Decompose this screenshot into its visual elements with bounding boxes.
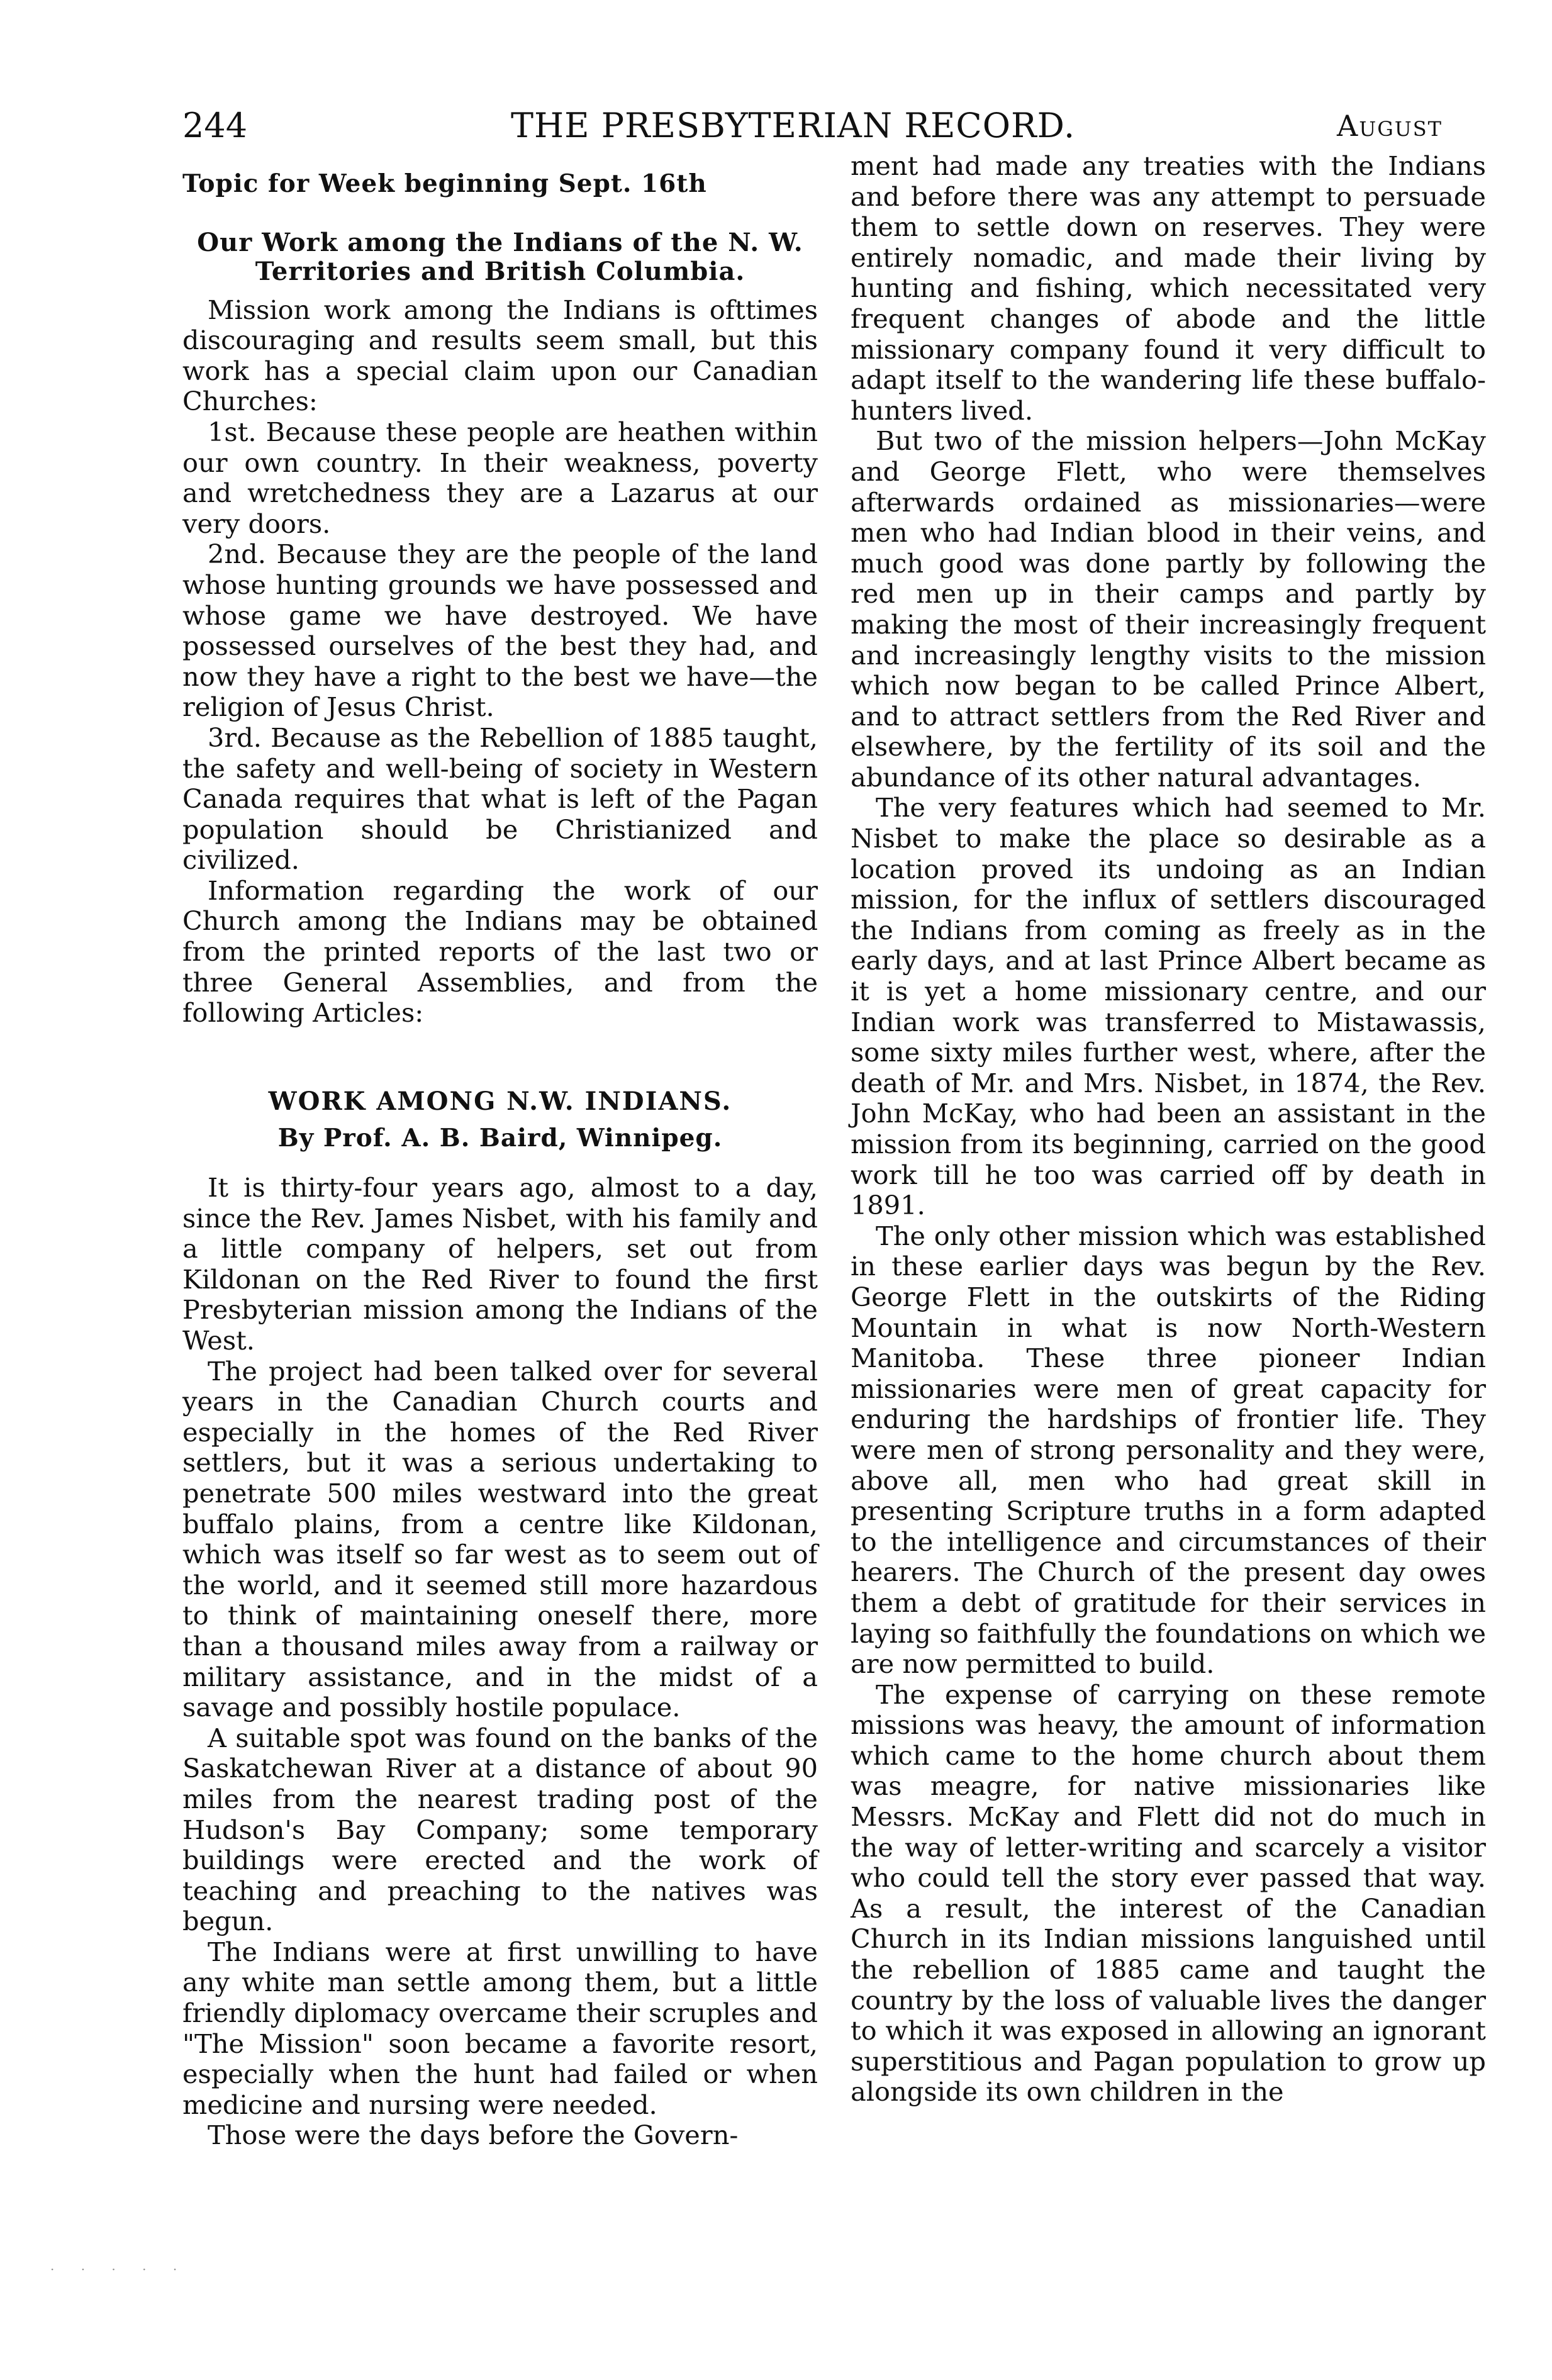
intro-paragraph: Information regarding the work of our Church among the Indians may be obtained from the printed reports of the last two or three General Assemblies, and from the following Articles: xyxy=(182,874,818,1029)
article-paragraph: A suitable spot was found on the banks of the Saskatchewan River at a distance of about 90 miles from the nearest trading post of the Hudson's Bay Company; some temporary buildings were erected and the work of teaching and preaching to the natives was begun. xyxy=(182,1722,818,1937)
right-column xyxy=(851,151,1486,2108)
journal-title: THE PRESBYTERIAN RECORD. xyxy=(511,106,1076,145)
article-paragraph: The very features which had seemed to Mr. Nisbet to make the place so desirable as a location proved its undoing as an Indian mission, for the influx of settlers discouraged the Indians from coming as freely as in the early days, and at last Prince Albert became as it is yet a home missionary centre, and our Indian work was transferred to Mistawassis, some sixty miles further west, where, after the death of Mr. and Mrs. Nisbet, in 1874, the Rev. John McKay, who had been an assistant in the mission from its beginning, carried on the good work till he too was carried off by death in 1891. xyxy=(851,792,1486,1221)
intro-paragraph: 3rd. Because as the Rebellion of 1885 taught, the safety and well-being of society in Western Canada requires that what is left of the Pagan population should be Christianized and civilized. xyxy=(182,722,818,876)
article-paragraph: The Indians were at first unwilling to have any white man settle among them, but a little friendly diplomacy overcame their scruples and "The Mission" soon became a favorite resort, especially when the hunt had failed or when medicine and nursing were needed. xyxy=(182,1936,818,2120)
article-paragraph: The project had been talked over for several years in the Canadian Church courts and especially in the homes of the Red River settlers, but it was a serious undertaking to penetrate 500 miles westward into the great buffalo plains, from a centre like Kildonan, which was itself so far west as to seem out of the world, and it seemed still more hazardous to think of maintaining oneself there, more than a thousand miles away from a railway or military assistance, and in the midst of a savage and possibly hostile populace. xyxy=(182,1355,818,1723)
article-paragraph: It is thirty-four years ago, almost to a day, since the Rev. James Nisbet, with his family and a little company of helpers, set out from Kildonan on the Red River to found the first Presbyterian mission among the Indians of the West. xyxy=(182,1172,818,1356)
article-paragraph: But two of the mission helpers—John McKay and George Flett, who were themselves afterwards ordained as missionaries—were men who had Indian blood in their veins, and much good was done partly by following the red men up in their camps and partly by making the most of their increasingly frequent and increasingly lengthy visits to the mission which now began to be called Prince Albert, and to attract settlers from the Red River and elsewhere, by the fertility of its soil and the abundance of its other natural advantages. xyxy=(851,425,1486,793)
article-paragraph: Those were the days before the Govern- xyxy=(208,2120,739,2151)
article-paragraph: The expense of carrying on these remote missions was heavy, the amount of information which came to the home church about them was meagre, for native missionaries like Messrs. McKay and Flett did not do much in the way of letter-writing and scarcely a visitor who could tell the story ever passed that way. As a result, the interest of the Canadian Church in its Indian missions languished until the rebellion of 1885 came and taught the country by the loss of valuable lives the danger to which it was exposed in allowing an ignorant superstitious and Pagan population to grow up alongside its own children in the xyxy=(851,1679,1486,2108)
intro-paragraph: Mission work among the Indians is ofttimes discouraging and results seem small, but this work has a special claim upon our Canadian Churches: xyxy=(182,294,818,417)
article-title: WORK AMONG N.W. INDIANS. xyxy=(268,1086,732,1116)
intro-paragraph: 1st. Because these people are heathen within our own country. In their weakness, poverty and wretchedness they are a Lazarus at our very doors. xyxy=(182,416,818,539)
article-paragraph: ment had made any treaties with the Indians and before there was any attempt to persuade them to settle down on reserves. They were entirely nomadic, and made their living by hunting and fishing, which necessitated very frequent changes of abode and the little missionary company found it very difficult to adapt itself to the wandering life these buffalo-hunters lived. xyxy=(851,150,1486,426)
left-column xyxy=(182,169,818,2151)
page-number: 244 xyxy=(182,106,248,145)
article-byline: By Prof. A. B. Baird, Winnipeg. xyxy=(277,1124,723,1153)
article-paragraph: The only other mission which was established in these earlier days was begun by the Rev. George Flett in the outskirts of the Riding Mountain in what is now North-Western Manitoba. These three pioneer Indian missionaries were men of great capacity for enduring the hardships of frontier life. They were men of strong personality and they were, above all, men who had great skill in presenting Scripture truths in a form adapted to the intelligence and circumstances of their hearers. The Church of the present day owes them a debt of gratitude for their services in laying so faithfully the foundations on which we are now permitted to build. xyxy=(851,1220,1486,1680)
issue-month: August xyxy=(1337,109,1443,143)
intro-paragraph: 2nd. Because they are the people of the land whose hunting grounds we have possessed and whose game we have destroyed. We have possessed ourselves of the best they had, and now they have a right to the best we have—the religion of Jesus Christ. xyxy=(182,539,818,723)
topic-heading: Topic for Week beginning Sept. 16th xyxy=(182,169,707,198)
section-subheading: Our Work among the Indians of the N. W. Territories and British Columbia. xyxy=(197,227,803,286)
scan-artifact-marks: · · · · · xyxy=(50,2262,189,2277)
